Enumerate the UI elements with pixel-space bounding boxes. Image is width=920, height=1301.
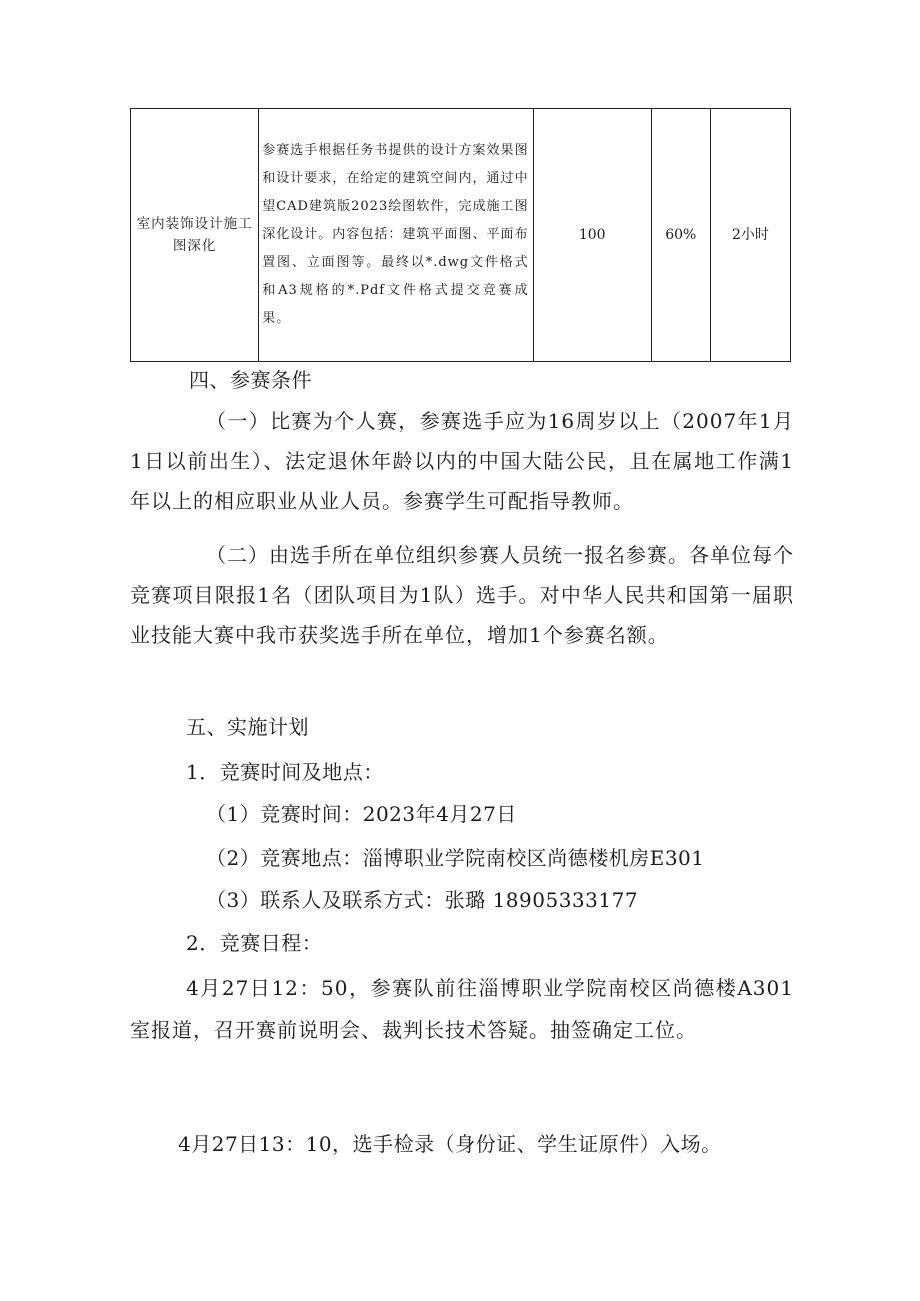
table-row	[131, 109, 791, 362]
section-4-heading: 四、参赛条件	[189, 368, 312, 392]
score-cell: 100	[533, 109, 651, 362]
duration-cell: 2小时	[710, 109, 790, 362]
competition-time: （1）竞赛时间：2023年4月27日	[206, 802, 517, 826]
item-1-heading: 1．竞赛时间及地点：	[186, 760, 384, 784]
competition-place: （2）竞赛地点：淄博职业学院南校区尚德楼机房E301	[206, 846, 705, 870]
schedule-entry-2: 4月27日13：10，选手检录（身份证、学生证原件）入场。	[178, 1132, 722, 1156]
item-2-heading: 2．竞赛日程：	[186, 931, 323, 955]
project-description-cell: 参赛选手根据任务书提供的设计方案效果图和设计要求，在给定的建筑空间内，通过中望CAD建筑版2023绘图软件，完成施工图深化设计。内容包括：建筑平面图、平面布置图、立面图等。最终以*.dwg文件格式和A3规格的*.Pdf文件格式提交竞赛成果。	[259, 109, 533, 362]
section-5-heading: 五、实施计划	[186, 715, 309, 739]
weight-cell: 60%	[651, 109, 710, 362]
section-4-paragraph-2: （二）由选手所在单位组织参赛人员统一报名参赛。各单位每个竞赛项目限报1名（团队项目为1队）选手。对中华人民共和国第一届职业技能大赛中我市获奖选手所在单位，增加1个参赛名额。	[130, 543, 794, 647]
schedule-entry-1: 4月27日12：50，参赛队前往淄博职业学院南校区尚德楼A301室报道，召开赛前说明会、裁判长技术答疑。抽签确定工位。	[130, 976, 794, 1042]
project-name-cell: 室内装饰设计施工图深化	[131, 109, 259, 362]
contact-info: （3）联系人及联系方式：张璐 18905333177	[206, 888, 639, 912]
section-4-paragraph-1: （一）比赛为个人赛，参赛选手应为16周岁以上（2007年1月1日以前出生）、法定退休年龄以内的中国大陆公民，且在属地工作满1年以上的相应职业从业人员。参赛学生可配指导教师。	[130, 409, 794, 513]
contest-table	[130, 108, 791, 362]
